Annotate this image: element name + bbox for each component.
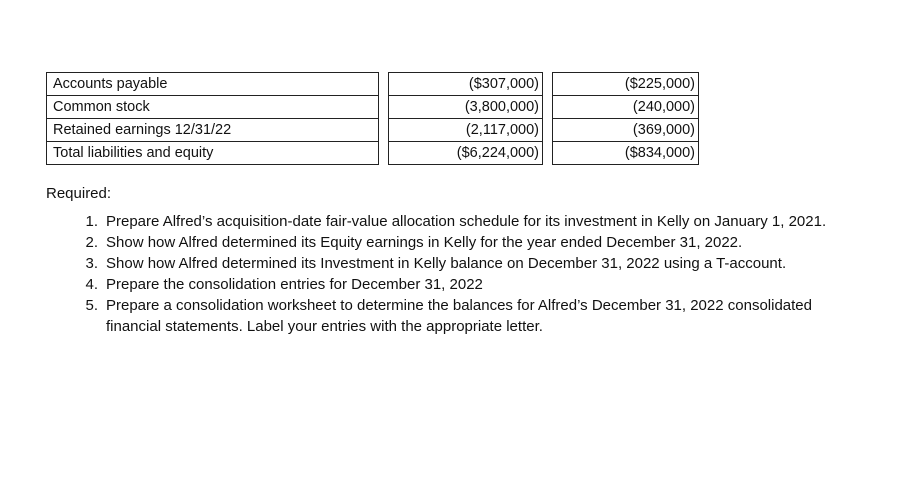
kelly-value: ($225,000) <box>553 73 699 96</box>
kelly-value: ($834,000) <box>553 142 699 165</box>
item-text: Show how Alfred determined its Equity earnings in Kelly for the year ended December 31, 2022. <box>106 234 743 251</box>
item-number: 3. <box>85 255 98 272</box>
item-text: Prepare Alfred’s acquisition-date fair-value allocation schedule for its investment in Kelly on January 1, 2021. <box>106 213 827 230</box>
table-row <box>47 73 699 96</box>
column-gap <box>543 96 553 119</box>
column-gap <box>543 119 553 142</box>
row-label: Total liabilities and equity <box>47 142 379 165</box>
item-number: 1. <box>85 213 98 230</box>
alfred-value: (2,117,000) <box>389 119 543 142</box>
alfred-value: ($6,224,000) <box>389 142 543 165</box>
column-gap <box>379 119 389 142</box>
column-gap <box>379 142 389 165</box>
column-gap <box>379 96 389 119</box>
row-label: Accounts payable <box>47 73 379 96</box>
required-heading: Required: <box>46 185 112 202</box>
table-row <box>47 96 699 119</box>
list-item <box>46 295 866 337</box>
table-row <box>47 119 699 142</box>
row-label: Common stock <box>47 96 379 119</box>
item-number: 2. <box>85 234 98 251</box>
item-text: Show how Alfred determined its Investment in Kelly balance on December 31, 2022 using a T-account. <box>106 255 787 272</box>
column-gap <box>543 142 553 165</box>
table-row-total <box>47 142 699 165</box>
list-item <box>46 211 866 232</box>
alfred-value: (3,800,000) <box>389 96 543 119</box>
item-number: 5. <box>85 297 98 314</box>
item-number: 4. <box>85 276 98 293</box>
column-gap <box>379 73 389 96</box>
item-text: Prepare a consolidation worksheet to determine the balances for Alfred’s December 31, 2022 consolidated financial statements. Label your entries with the appropriate letter. <box>106 297 812 335</box>
list-item <box>46 274 866 295</box>
column-gap <box>543 73 553 96</box>
requirements-list <box>46 211 866 337</box>
kelly-value: (369,000) <box>553 119 699 142</box>
item-text: Prepare the consolidation entries for December 31, 2022 <box>106 276 483 293</box>
list-item <box>46 253 866 274</box>
kelly-value: (240,000) <box>553 96 699 119</box>
alfred-value: ($307,000) <box>389 73 543 96</box>
balance-table <box>46 72 699 165</box>
row-label: Retained earnings 12/31/22 <box>47 119 379 142</box>
list-item <box>46 232 866 253</box>
